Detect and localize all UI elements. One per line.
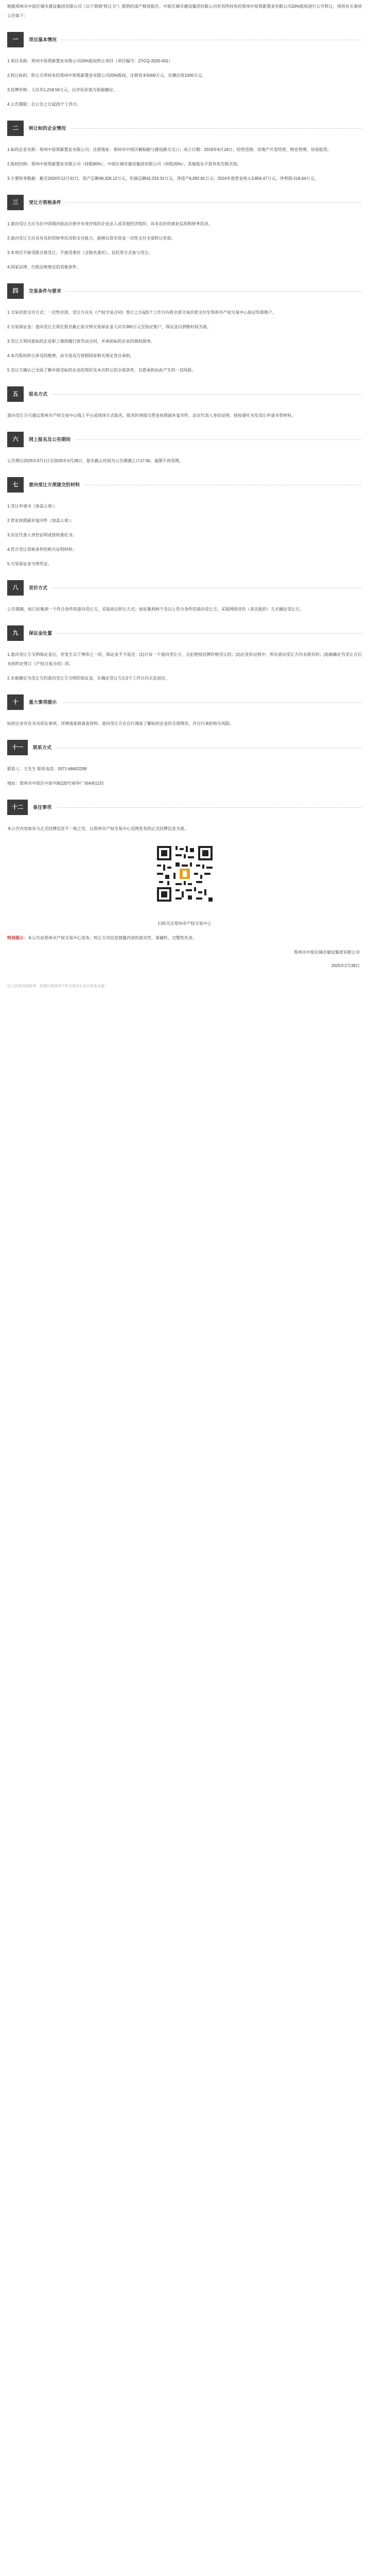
section-divider [71,128,362,129]
section-number: 一 [7,32,24,47]
footer-note: 以上信息仅供参考，具体以郑州市产权交易中心官方发布为准。 [7,985,108,988]
notice-label: 特别提示： [7,936,28,940]
intro-paragraph: 根据郑州市中原区城市建设集团有限公司（以下简称“转让方”）提供的清产核资报告，中原区城市建设集团有限公司对其所持有的郑州中原郑新置业有限公司20%股权进行公开转让，现将有关事项公告如下： [7,4,362,18]
section-paragraph: 2.意向受让方应具有良好的财务状况和支付能力，能够以货币资金一次性支付全部转让价款。 [7,236,175,241]
section-title: 保证金处置 [29,631,52,636]
section-title: 项目基本情况 [29,37,57,42]
section-title: 竞价方式 [29,585,48,590]
section-divider [57,633,362,634]
section-paragraph: 1.意向受让方交纳保证金后，若发生以下情形之一的，保证金不予退还：(1)只有一个意向受让方，且拒绝按挂牌价格受让的；(2)在竞价过程中，所有意向受让方均未报价的；(3)被确定为受让方后未按约定签订《产权交易合同》的。 [7,652,362,666]
qr-caption: 扫码关注郑州市产权交易中心 [157,921,212,926]
section-header [7,32,362,47]
section-title: 报名方式 [29,392,48,397]
section-header [7,800,362,815]
section-paragraph: 4.国家法律、行政法规规定的其他条件。 [7,265,81,269]
section-number: 二 [7,121,24,136]
sections [7,32,362,834]
section-paragraph: 4.公告期限：自公告之日起20个工作日。 [7,102,81,107]
section-divider [52,394,362,395]
section-number: 十 [7,694,24,710]
section-divider [62,702,362,703]
section-divider [66,202,362,203]
section-paragraph: 地址：郑州市中原区中原中路220号裕华广场A座12层 [7,781,104,786]
section-header [7,121,362,136]
section-paragraph: 3.本项目不接受联合体受让，不接受委托（含隐名委托）、信托等方式参与受让。 [7,250,153,255]
section-title: 联系方式 [33,745,52,750]
qr-code-wrap [155,844,215,904]
section-number: 十二 [7,800,28,815]
section-divider [57,807,362,808]
section-number: 九 [7,625,24,641]
section-number: 四 [7,283,24,299]
special-notice [7,934,362,943]
signoff-org: 郑州市中原区城市建设集团有限公司 [294,950,360,955]
section-title: 重大事项提示 [29,700,57,705]
section-paragraph: 标的企业存在未决诉讼事项，详情请查阅备查资料。意向受让方应自行调查了解标的企业的全部情况，并自行承担相关风险。 [7,721,234,726]
section-title: 备注事项 [33,805,52,810]
section-number: 七 [7,477,24,493]
section-paragraph: 1.标的企业名称：郑州中原郑新置业有限公司；注册地址：郑州市中原区桐柏路与建设路交叉口；成立日期：2019年6月18日；经营范围：房地产开发经营、物业管理、房屋租赁。 [7,147,331,152]
section-paragraph: 5.受让方确认已全面了解并接受标的企业的现状及本次转让的全部条件，自愿承担由此产生的一切风险。 [7,368,196,372]
document [0,0,369,1005]
section-divider [76,439,362,440]
section-header [7,386,362,402]
section-title: 受让方资格条件 [29,200,62,205]
signoff-date: 2025年2月28日 [331,963,360,968]
section-number: 三 [7,195,24,210]
section-header [7,283,362,299]
section-header [7,580,362,596]
section-paragraph: 2.交易保证金：意向受让方须在报名截止前交纳交易保证金人民币365万元至指定账户，保证金以到账时间为准。 [7,325,212,329]
section-paragraph: 5.交易保证金交纳凭证。 [7,562,52,566]
section-divider [66,291,362,292]
section-paragraph: 意向受让方可通过郑州市产权交易中心线上平台或现场方式报名，报名时须提交营业执照副本复印件、法定代表人身份证明、授权委托书及受让申请书等材料。 [7,413,295,418]
section-paragraph: 3.主要财务数据：截至2024年12月31日，资产总额48,326.12万元，负债总额42,233.31万元，净资产6,092.81万元；2024年度营业收入3,856.47万元，净利润-218.64万元。 [7,176,319,181]
section-paragraph: 1.受让申请书（加盖公章）； [7,504,58,509]
section-paragraph: 2.股权结构：郑州中原郑新置业有限公司（持股80%）、中原区城市建设集团有限公司（持股20%）。其他股东不放弃优先购买权。 [7,162,241,166]
section-paragraph: 公告期满，如只征集到一个符合条件的意向受让方，采取协议转让方式；如征集到两个及以上符合条件的意向受让方，采取网络竞价（多次报价）方式确定受让方。 [7,607,304,612]
section-title: 网上报名及公告期间 [29,437,71,442]
section-paragraph: 2.未被确定为受让方的意向受让方交纳的保证金，在确定受让方后3个工作日内无息退还。 [7,676,170,681]
section-paragraph: 3.挂牌价格：人民币1,218.56万元，以评估价值为依据确定。 [7,88,117,92]
section-paragraph: 联系人：王先生 联系电话：0371-68402299 [7,767,87,771]
section-number: 八 [7,580,24,596]
section-number: 十一 [7,740,28,755]
section-title: 转让标的企业情况 [29,126,66,131]
section-paragraph: 1.意向受让方应为在中国境内依法注册并有效存续的企业法人或其他经济组织，具有良好的商业信用和财务状况。 [7,222,213,226]
section-header [7,432,362,447]
section-number: 六 [7,432,24,447]
section-paragraph: 4.本次股权转让涉及的税费，由交易双方按照国家相关规定各自承担。 [7,353,134,358]
section-paragraph: 4.符合受让资格条件的相关证明材料； [7,547,77,552]
section-paragraph: 3.法定代表人身份证明或授权委托书； [7,533,77,537]
section-header [7,477,362,493]
notice-text: 本公告由郑州市产权交易中心发布，转让方对信息披露内容的真实性、准确性、完整性负责。 [28,936,197,940]
section-number: 五 [7,386,24,402]
section-paragraph: 3.受让方须同意标的企业职工继续履行原劳动合同，并承担标的企业的债权债务。 [7,339,155,344]
section-paragraph: 1.项目名称：郑州中原郑新置业有限公司20%股权转让项目（项目编号：ZYCQ-2025-001） [7,59,173,63]
section-paragraph: 2.营业执照副本复印件（加盖公章）； [7,518,75,523]
section-header [7,694,362,710]
qr-code-icon [155,844,215,904]
section-paragraph: 本公告内容如有与正式挂牌信息不一致之处，以郑州市产权交易中心官网发布的正式挂牌信息为准。 [7,826,188,831]
section-paragraph: 公告期自2025年3月1日至2025年3月28日，报名截止时间为公告期满之日17:00。逾期不再受理。 [7,459,183,463]
section-title: 交易条件与要求 [29,289,62,294]
section-title: 意向受让方须提交的材料 [29,482,80,487]
section-paragraph: 2.转让标的：转让方所持有的郑州中原郑新置业有限公司20%股权，注册资本5000万元，实缴出资1000万元。 [7,73,206,78]
section-paragraph: 1.交易价款支付方式：一次性付款。受让方应在《产权交易合同》签订之日起5个工作日内将全部交易价款支付至郑州市产权交易中心指定结算账户。 [7,310,277,315]
section-header [7,740,362,755]
section-header [7,195,362,210]
section-header [7,625,362,641]
